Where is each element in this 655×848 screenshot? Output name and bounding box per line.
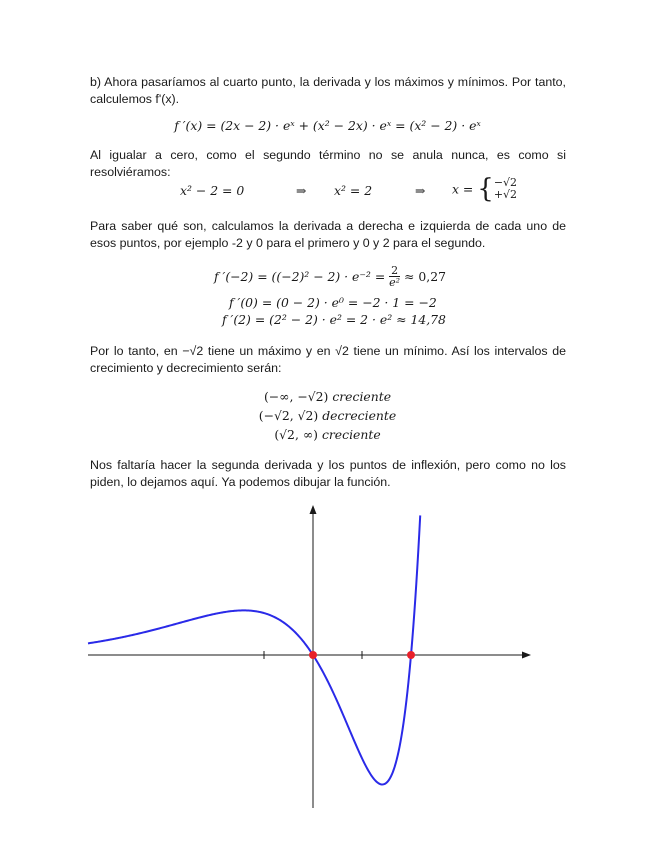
x-axis-arrow <box>522 652 531 659</box>
function-curve <box>88 515 420 784</box>
paragraph-equal-zero: Al igualar a cero, como el segundo término no se anula nunca, es como si resolviéramos: <box>90 148 566 179</box>
interval-row: (√2, ∞) creciente <box>274 427 381 442</box>
paragraph-intro: b) Ahora pasaríamos al cuarto punto, la derivada y los máximos y mínimos. Por tanto, calculemos f'(x). <box>90 75 566 106</box>
interval-row: (−√2, √2) decreciente <box>258 408 397 423</box>
root-negative: −√2 <box>493 176 518 189</box>
equation-eval-2: f ′(2) = (2² − 2) · e² = 2 · e² ≈ 14,78 <box>222 312 446 327</box>
paragraph-conclusion: Nos faltaría hacer la segunda derivada y los puntos de inflexión, pero como no los piden, lo dejamos aquí. Ya podemos dibujar la función. <box>90 458 566 489</box>
implies-arrow-2: ⇒ <box>415 183 426 198</box>
root-point <box>407 651 415 659</box>
root-point <box>309 651 317 659</box>
interval-row: (−∞, −√2) creciente <box>263 389 392 404</box>
root-positive: +√2 <box>493 188 518 201</box>
paragraph-max-min: Por lo tanto, en −√2 tiene un máximo y en √2 tiene un mínimo. Así los intervalos de crecimiento y decrecimiento serán: <box>90 344 566 375</box>
equation-solve-b: x² = 2 <box>334 183 373 198</box>
equation-solve-a: x² − 2 = 0 <box>180 183 245 198</box>
y-axis-arrow <box>310 505 317 514</box>
implies-arrow-1: ⇒ <box>296 183 307 198</box>
equation-roots: x = { −√2 +√2 <box>452 174 518 204</box>
equation-derivative: f ′(x) = (2x − 2) · eˣ + (x² − 2x) · eˣ = (x² − 2) · eˣ <box>174 118 481 133</box>
equation-eval-minus2: f ′(−2) = ((−2)² − 2) · e⁻² = $\frac{2}{\text{e²}}$ ≈ 0,27 <box>214 264 446 289</box>
equation-eval-0: f ′(0) = (0 − 2) · e⁰ = −2 · 1 = −2 <box>229 295 437 310</box>
paragraph-derivative-sides: Para saber qué son, calculamos la derivada a derecha e izquierda de cada uno de esos puntos, por ejemplo -2 y 0 para el primero y 0 y 2 para el segundo. <box>90 219 566 250</box>
